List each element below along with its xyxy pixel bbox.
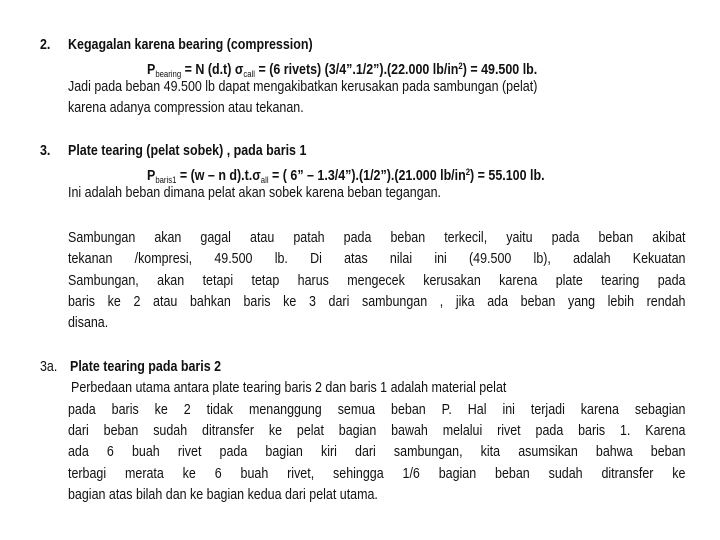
section-2-title: Kegagalan karena bearing (compression) [68,37,313,53]
section-3-text: Ini adalah beban dimana pelat akan sobek karena beban tegangan. [68,185,442,201]
paragraph-line: pada baris ke 2 tidak menanggung semua beban P. Hal ini terjadi karena sebagian [68,402,686,418]
paragraph-line: terbagi merata ke 6 buah rivet, sehingga 1/6 bagian beban sudah ditransfer ke [68,466,686,482]
section-2-number: 2. [40,37,51,53]
paragraph-line: bagian atas bilah dan ke bagian kedua dari pelat utama. [68,487,378,503]
section-3-formula: $P_{baris1} = (w - n$ $d).t.\sigma_{all}$ = ( 6” – 1.3/4”).(1/2”).(21.000 $lb/in^2) = 55.100$ lb. [147,167,545,185]
section-2-formula: $P_{bearing} = N$ (d.t) $\sigma_{call} = (6$ rivets) (3/4”.1/2”).(22.000 $lb/in^2) = 49.500$ lb. [147,61,538,79]
paragraph-line: ada 6 buah rivet pada bagian kiri dari sambungan, kita asumsikan bahwa beban [68,444,686,460]
section-3a-title: Plate tearing pada baris 2 [70,359,222,375]
section-2-text: karena adanya compression atau tekanan. [68,100,304,116]
paragraph-line: dari beban sudah ditransfer ke pelat bagian bawah melalui rivet pada baris 1. Karena [68,423,686,439]
section-3-number: 3. [40,143,51,159]
paragraph-line: Sambungan, akan tetapi tetap harus mengecek kerusakan karena plate tearing pada [68,273,686,289]
section-3-title: Plate tearing (pelat sobek) , pada baris 1 [68,143,307,159]
section-2-text: Jadi pada beban 49.500 lb dapat mengakibatkan kerusakan pada sambungan (pelat) [68,79,538,95]
paragraph-line: tekanan /kompresi, 49.500 lb. Di atas nilai ini (49.500 lb), adalah Kekuatan [68,251,686,267]
paragraph-line: baris ke 2 atau bahkan baris ke 3 dari sambungan , jika ada beban yang lebih rendah [68,294,686,310]
paragraph-line: Perbedaan utama antara plate tearing baris 2 dan baris 1 adalah material pelat [71,380,507,396]
section-3a-number: 3a. [40,359,58,375]
paragraph-line: disana. [68,315,109,331]
paragraph-line: Sambungan akan gagal atau patah pada beban terkecil, yaitu pada beban akibat [68,230,686,246]
